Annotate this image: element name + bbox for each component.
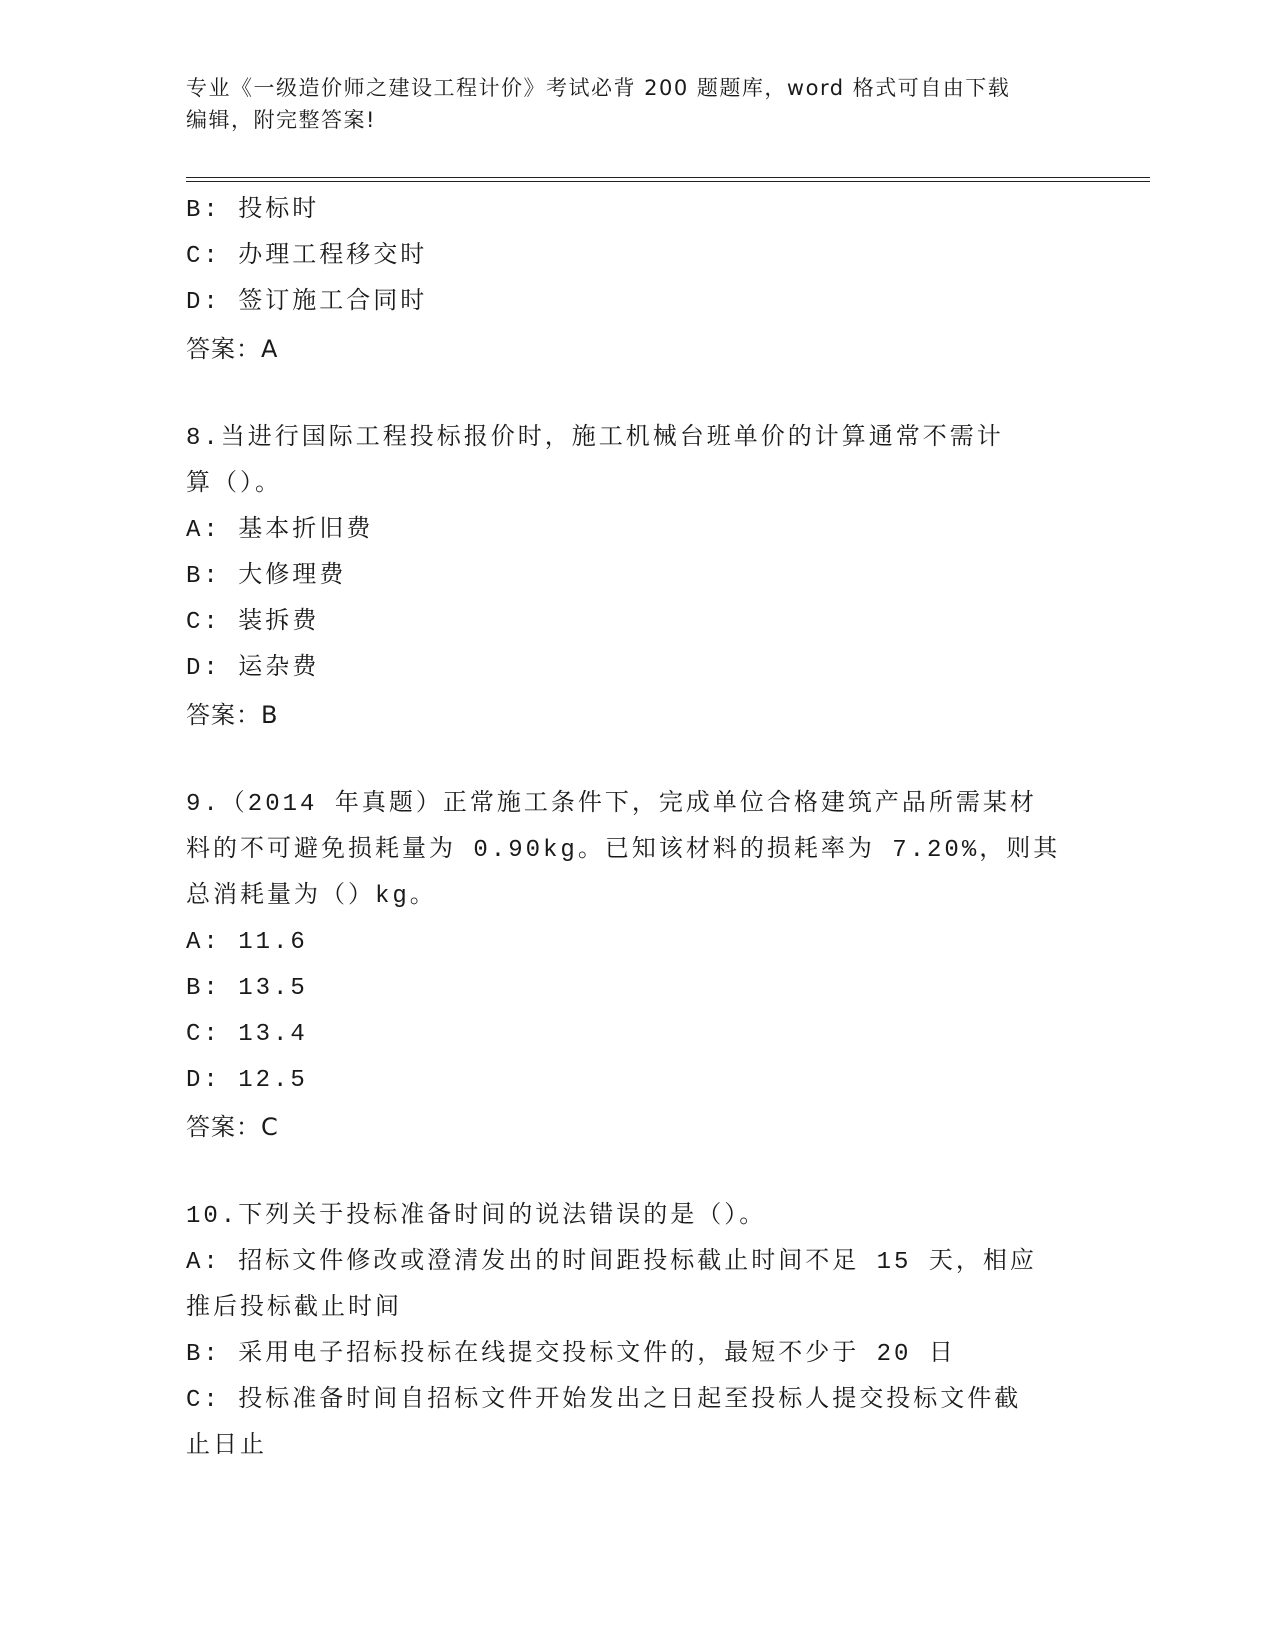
option-text: 运杂费 bbox=[238, 655, 320, 682]
option-d bbox=[186, 1058, 1086, 1104]
option-label: C: bbox=[186, 1021, 221, 1048]
option-text: 基本折旧费 bbox=[238, 517, 374, 544]
option-text: 签订施工合同时 bbox=[238, 289, 428, 316]
answer-line: 答案：B bbox=[186, 701, 279, 729]
answer-line: 答案：A bbox=[186, 335, 279, 363]
option-a bbox=[186, 920, 1086, 966]
option-c bbox=[186, 234, 1086, 280]
header-title-line-2: 编辑，附完整答案! bbox=[186, 108, 376, 132]
option-text: 12.5 bbox=[238, 1067, 308, 1094]
option-b bbox=[186, 554, 1086, 600]
option-a-line-2: 推后投标截止时间 bbox=[186, 1295, 402, 1322]
question-8 bbox=[186, 416, 1086, 738]
option-a bbox=[186, 508, 1086, 554]
option-d bbox=[186, 646, 1086, 692]
option-text: 装拆费 bbox=[238, 609, 320, 636]
option-label: B: bbox=[186, 197, 221, 224]
option-label: A: bbox=[186, 517, 221, 544]
question-content bbox=[186, 188, 1086, 1470]
option-c bbox=[186, 1012, 1086, 1058]
option-d bbox=[186, 280, 1086, 326]
option-c-line-2: 止日止 bbox=[186, 1433, 267, 1460]
question-9 bbox=[186, 782, 1086, 1150]
option-label: D: bbox=[186, 1067, 221, 1094]
option-text: 11.6 bbox=[238, 929, 308, 956]
option-label: B: bbox=[186, 975, 221, 1002]
option-text: 13.5 bbox=[238, 975, 308, 1002]
option-label: D: bbox=[186, 289, 221, 316]
document-header bbox=[186, 72, 1066, 136]
option-label: D: bbox=[186, 655, 221, 682]
option-c bbox=[186, 600, 1086, 646]
header-title-line-1: 专业《一级造价师之建设工程计价》考试必背 200 题题库，word 格式可自由下载 bbox=[186, 76, 1011, 100]
question-stem-line-1: 9.（2014 年真题）正常施工条件下，完成单位合格建筑产品所需某材 bbox=[186, 791, 1037, 818]
question-stem-line-1: 10.下列关于投标准备时间的说法错误的是（）。 bbox=[186, 1203, 767, 1230]
option-label: C: bbox=[186, 609, 221, 636]
question-stem-line-3: 总消耗量为（）kg。 bbox=[186, 883, 437, 910]
option-text: 办理工程移交时 bbox=[238, 243, 428, 270]
option-a-line-1: A: 招标文件修改或澄清发出的时间距投标截止时间不足 15 天，相应 bbox=[186, 1249, 1037, 1276]
question-10 bbox=[186, 1194, 1086, 1470]
option-label: C: bbox=[186, 243, 221, 270]
question-stem-line-2: 算（）。 bbox=[186, 471, 282, 498]
option-c-line-1: C: 投标准备时间自招标文件开始发出之日起至投标人提交投标文件截 bbox=[186, 1387, 1022, 1414]
option-label: A: bbox=[186, 929, 221, 956]
option-label: B: bbox=[186, 563, 221, 590]
spacer bbox=[186, 738, 1086, 782]
spacer bbox=[186, 372, 1086, 416]
option-b bbox=[186, 188, 1086, 234]
option-b bbox=[186, 966, 1086, 1012]
answer-line: 答案：C bbox=[186, 1113, 279, 1141]
option-text: 投标时 bbox=[238, 197, 320, 224]
option-b-line: B: 采用电子招标投标在线提交投标文件的，最短不少于 20 日 bbox=[186, 1341, 956, 1368]
question-7-tail bbox=[186, 188, 1086, 372]
option-text: 13.4 bbox=[238, 1021, 308, 1048]
question-stem-line-2: 料的不可避免损耗量为 0.90kg。已知该材料的损耗率为 7.20%，则其 bbox=[186, 837, 1061, 864]
spacer bbox=[186, 1150, 1086, 1194]
header-divider bbox=[186, 177, 1150, 182]
question-stem-line-1: 8.当进行国际工程投标报价时，施工机械台班单价的计算通常不需计 bbox=[186, 425, 1004, 452]
option-text: 大修理费 bbox=[238, 563, 347, 590]
